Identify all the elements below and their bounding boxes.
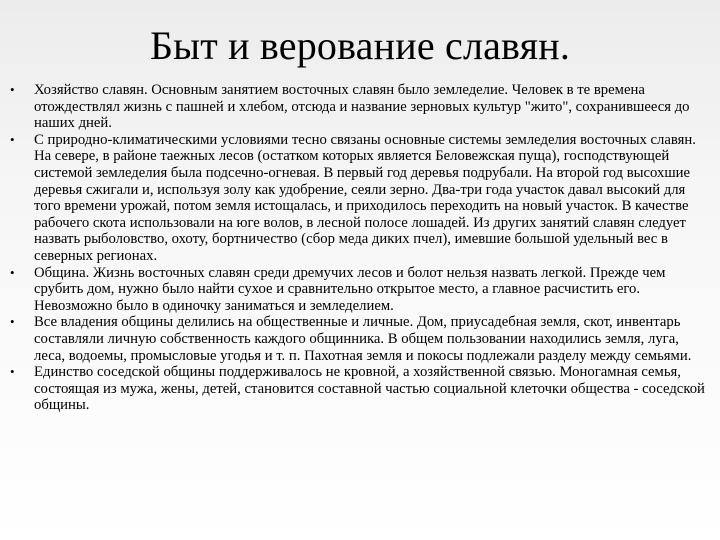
- bullet-list: [10, 82, 712, 414]
- bullet-item-farming: [10, 82, 712, 132]
- bullet-dot-icon: •: [10, 264, 15, 280]
- bullet-item-neighbor-community: [10, 364, 712, 414]
- bullet-text: С природно-климатическими условиями тесно связаны основные системы земледелия восточных славян. На севере, в районе таежных лесов (остатком которых является Беловежская пуща), господствующей системой земледелия была подсечно-огневая. В первый год деревья подрубали. На второй год высохшие деревья сжигали и, используя золу как удобрение, сеяли зерно. Два-три года участок давал высокий для того времени урожай, потом земля истощалась, и приходилось переходить на новый участок. В качестве рабочего скота использовали на юге волов, в лесной полосе лошадей. Из других занятий славян следует назвать рыболовство, охоту, бортничество (сбор меда диких пчел), имевшие большой удельный вес в северных регионах.: [34, 131, 696, 264]
- bullet-item-community: [10, 265, 712, 315]
- bullet-text: Хозяйство славян. Основным занятием восточных славян было земледелие. Человек в те времена отождествлял жизнь с пашней и хлебом, отсюда и название зерновых культур "жито", сохранившееся до наших дней.: [34, 82, 690, 132]
- bullet-text: Единство соседской общины поддерживалось не кровной, а хозяйственной связью. Моногамная семья, состоящая из мужа, жены, детей, становится составной частью социальной клеточки общества - соседской общины.: [34, 364, 705, 414]
- bullet-item-property: [10, 314, 712, 364]
- bullet-dot-icon: •: [10, 82, 15, 97]
- bullet-text: Община. Жизнь восточных славян среди дремучих лесов и болот нельзя назвать легкой. Прежде чем срубить дом, нужно было найти сухое и сравнительно открытое место, а главное расчистить его. Невозможно было в одиночку заниматься и земледелием.: [34, 264, 666, 314]
- bullet-dot-icon: •: [10, 364, 15, 380]
- bullet-text: Все владения общины делились на общественные и личные. Дом, приусадебная земля, скот, инвентарь составляли личную собственность каждого общинника. В общем пользовании находились земля, луга, леса, водоемы, промысловые угодья и т. п. Пахотная земля и покосы подлежали разделу между семьями.: [34, 314, 692, 364]
- bullet-dot-icon: •: [10, 131, 15, 147]
- bullet-dot-icon: •: [10, 314, 15, 330]
- bullet-item-agriculture-systems: [10, 132, 712, 265]
- slide-title: Быт и верование славян.: [149, 23, 571, 68]
